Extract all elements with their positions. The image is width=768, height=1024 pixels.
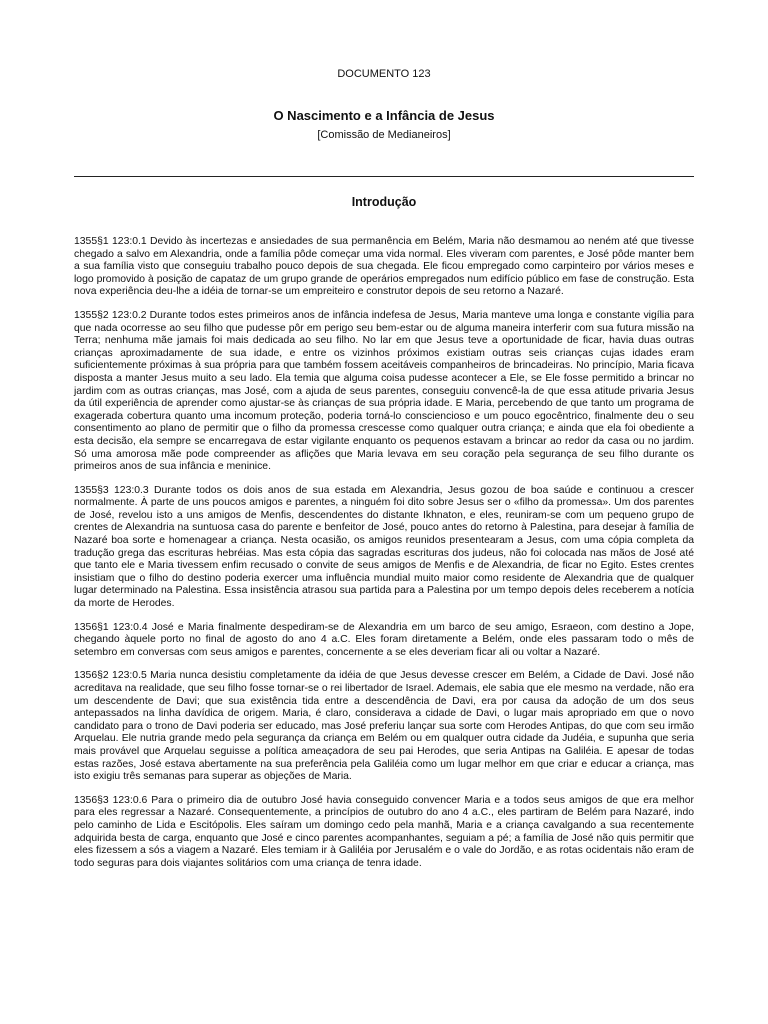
paragraph: 1355§1 123:0.1 Devido às incertezas e ansiedades de sua permanência em Belém, Maria não desmamou ao neném até que tivesse chegado a salvo em Alexandria, onde a família pôde começar uma vida normal. Eles viveram com parentes, e José pôde manter bem a sua família visto que conseguiu trabalho pouco depois de sua chegada. Ele ficou empregado como carpinteiro por vários meses e logo promovido à posição de capataz de um grupo grande de operários empregados num edifício público em fase de construção. Esta nova experiência deu-lhe a idéia de tornar-se um empreiteiro e construtor depois de seu retorno a Nazaré. [74,236,694,298]
horizontal-divider [74,176,694,177]
paragraph: 1355§2 123:0.2 Durante todos estes primeiros anos de infância indefesa de Jesus, Maria manteve uma longa e constante vigília para que nada ocorresse ao seu filho que pudesse pôr em perigo seu bem-estar ou de alguma maneira interferir com sua futura missão na Terra; nenhuma mãe jamais foi mais dedicada ao seu filho. No lar em que Jesus teve a oportunidade de ficar, havia duas outras crianças aproximadamente de sua idade, e entre os vizinhos próximos existiam outras seis crianças cujas idades eram suficientemente próximas à sua própria para que também fossem aceitáveis companheiros de brincadeiras. No princípio, Maria ficava disposta a manter Jesus muito a seu lado. Ela temia que alguma coisa pudesse acontecer a Ele, se Ele fosse permitido a brincar no jardim com as outras crianças, mas José, com a ajuda de seus parentes, conseguiu convencê-la de que essa atitude privaria Jesus da útil experiência de aprender como ajustar-se às crianças de sua própria idade. E Maria, percebendo de que tanto um programa de exagerada cobertura quanto uma incomum proteção, poderia torná-lo consciencioso e um pouco egocêntrico, finalmente deu o seu consentimento ao plano de permitir que o filho da promessa crescesse como qualquer outra criança; e ainda que ela foi obediente a esta decisão, ela sempre se encarregava de estar vigilante enquanto os pequenos estavam a brincar ao redor da casa ou no jardim. Só uma amorosa mãe pode compreender as aflições que Maria levava em seu coração pela segurança de seu filho durante os primeiros anos de sua infância e meninice. [74,309,694,473]
body-text [74,236,694,881]
document-title: O Nascimento e a Infância de Jesus [273,108,495,123]
paragraph: 1356§1 123:0.4 José e Maria finalmente despediram-se de Alexandria em um barco de seu amigo, Esraeon, com destino a Jope, chegando àquele porto no final de agosto do ano 4 a.C. Eles foram diretamente a Belém, onde eles passaram todo o mês de setembro em conversas com seus amigos e parentes, concernente a se eles deveriam ficar ali ou voltar a Nazaré. [74,621,694,658]
paragraph: 1355§3 123:0.3 Durante todos os dois anos de sua estada em Alexandria, Jesus gozou de boa saúde e continuou a crescer normalmente. À parte de uns poucos amigos e parentes, a ninguém foi dito sobre Jesus ser o «filho da promessa». Um dos parentes de José, revelou isto a uns amigos de Menfis, descendentes do distante Ikhnaton, e eles, reuniram-se com um pequeno grupo de crentes de Alexandria na suntuosa casa do parente e benfeitor de José, pouco antes do retorno à Palestina, para desejar à família de Nazaré boa sorte e homenagear a criança. Nesta ocasião, os amigos reunidos presentearam a Jesus, com uma cópia completa da tradução grega das escrituras hebréias. Mas esta cópia das sagradas escrituras dos judeus, não foi colocada nas mãos de José até que tanto ele e Maria tivessem enfim recusado o convite de seus amigos de Menfis e de Alexandria, de ficar no Egito. Estes crentes insistiam que o filho do destino poderia exercer uma influência mundial muito maior como residente de Alexandria que de qualquer lugar determinado na Palestina. Essa insistência atrasou sua partida para a Palestina por um tempo depois deles receberem a notícia da morte de Herodes. [74,484,694,610]
paragraph: 1356§2 123:0.5 Maria nunca desistiu completamente da idéia de que Jesus devesse crescer em Belém, a Cidade de Davi. José não acreditava na realidade, que seu filho fosse tornar-se o rei libertador de Israel. Ademais, ele sabia que ele mesmo na verdade, não era um descendente de Davi; que sua existência tida entre a descendência de Davi, era por causa da adoção de um dos seus antepassados na linha davídica de origem. Maria, é claro, considerava a cidade de Davi, o lugar mais apropriado em que o novo candidato para o trono de Davi poderia ser educado, mas José preferiu lançar sua sorte com Herodes Antipas, do que com seu irmão Arquelau. Ele nutria grande medo pela segurança da criança em Belém ou em qualquer outra cidade da Judéia, e supunha que seria mais provável que Arquelau seguisse a política ameaçadora de seu pai Herodes, que seria Antipas na Galiléia. E apesar de todas estas razões, José estava abertamente na sua preferência pela Galiléia como um lugar melhor em que criar e educar a criança, mas isto exigiu três semanas para superar as objeções de Maria. [74,670,694,783]
section-heading: Introdução [351,195,417,209]
paragraph: 1356§3 123:0.6 Para o primeiro dia de outubro José havia conseguido convencer Maria e a todos seus amigos de que era melhor para eles regressar a Nazaré. Consequentemente, a princípios de outubro do ano 4 a.C., eles partiram de Belém para Nazaré, indo pelo caminho de Lida e Escitópolis. Eles saíram um domingo cedo pela manhã, Maria e a criança cavalgando a sua recentemente adquirida besta de carga, enquanto que José e cinco parentes acompanhantes, seguiam a pé; a família de José não quis permitir que eles fizessem a sós a viagem a Nazaré. Eles temiam ir à Galiléia por Jerusalém e o vale do Jordão, e as rotas ocidentais não eram de todo seguras para dois viajantes solitários com uma criança de tenra idade. [74,794,694,869]
document-number: DOCUMENTO 123 [337,68,431,80]
document-subtitle: [Comissão de Medianeiros] [317,129,451,141]
